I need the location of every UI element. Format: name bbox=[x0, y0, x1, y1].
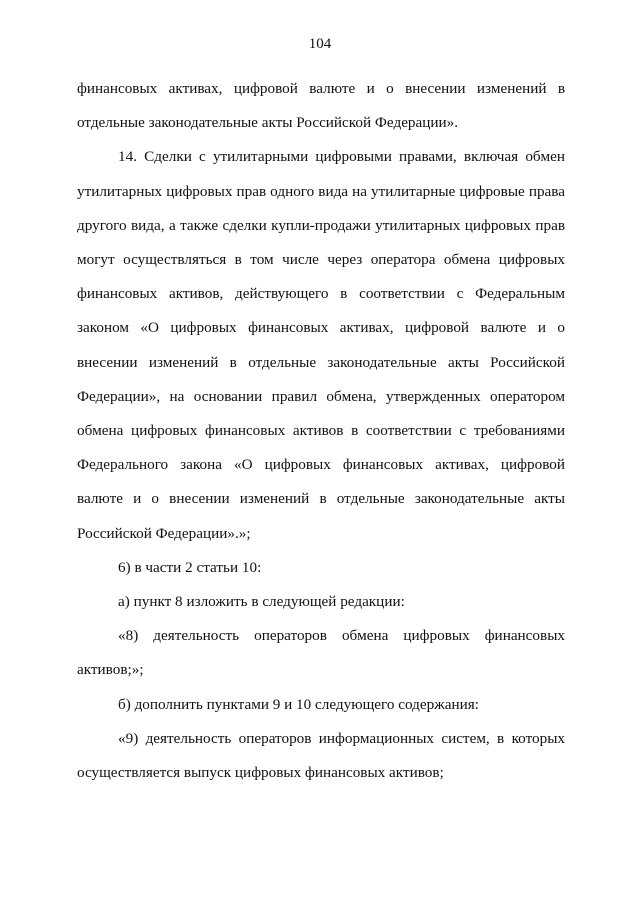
paragraph-subitem-a: а) пункт 8 изложить в следующей редакции: bbox=[118, 593, 405, 611]
paragraph-item-14: 14. Сделки с утилитарными цифровыми правами, включая обмен утилитарных цифровых прав одного вида на утилитарные цифровые права другого вида, а также сделки купли-продажи утилитарных цифровых прав могут осуществляться в том числе через оператора обмена цифровых финансовых активов, действующего в соответствии с Федеральным законом «О цифровых финансовых активах, цифровой валюте и о внесении изменений в отдельные законодательные акты Российской Федерации», на основании правил обмена, утвержденных оператором обмена цифровых финансовых активов в соответствии с требованиями Федерального закона «О цифровых финансовых активах, цифровой валюте и о внесении изменений в отдельные законодательные акты Российской Федерации».»; bbox=[77, 148, 565, 542]
paragraph-subitem-b: б) дополнить пунктами 9 и 10 следующего содержания: bbox=[118, 695, 479, 713]
paragraph-point-8: «8) деятельность операторов обмена цифровых финансовых активов;»; bbox=[77, 627, 565, 679]
paragraph-point-9: «9) деятельность операторов информационных систем, в которых осуществляется выпуск цифровых финансовых активов; bbox=[77, 729, 565, 782]
paragraph-item-6: 6) в части 2 статьи 10: bbox=[118, 558, 262, 576]
paragraph-continuation: финансовых активах, цифровой валюте и о внесении изменений в отдельные законодательные акты Российской Федерации». bbox=[77, 80, 565, 132]
document-body bbox=[77, 72, 565, 790]
page-number: 104 bbox=[308, 36, 332, 52]
